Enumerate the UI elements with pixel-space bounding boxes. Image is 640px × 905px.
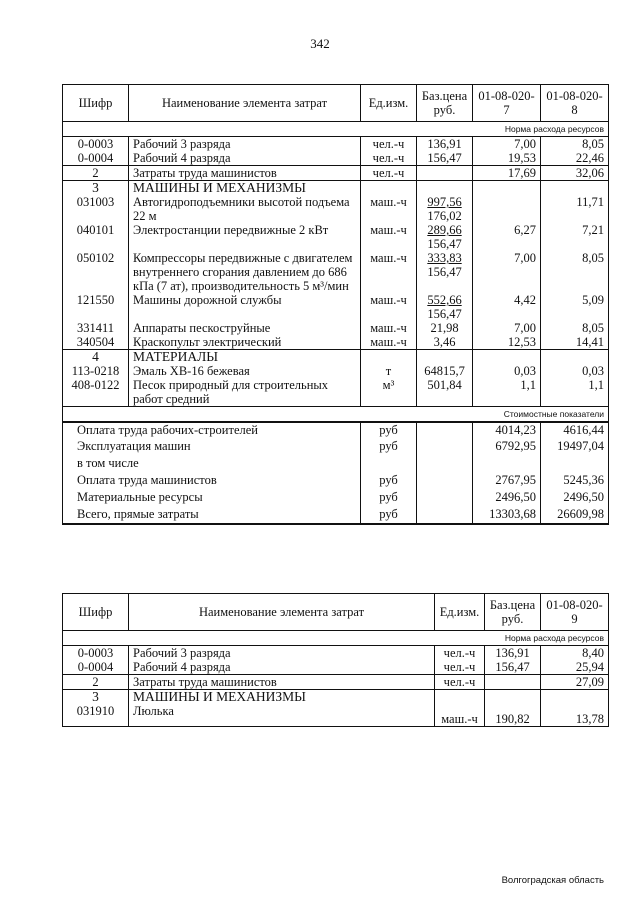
summary-value-col1: 4014,23: [473, 422, 541, 439]
row-price: [417, 151, 473, 166]
footer-region: Волгоградская область: [501, 875, 604, 886]
resource-table-2: [62, 593, 609, 727]
row-value-col1: 4,42: [473, 293, 541, 321]
row-value-col1: 7,00: [473, 137, 541, 152]
table-row: [63, 293, 609, 321]
row-value-col1: [473, 195, 541, 223]
empty-cell: [417, 473, 473, 490]
row-code: 031910: [63, 704, 129, 726]
row-value-col1: 12,53: [473, 335, 541, 350]
header-name: Наименование элемента затрат: [129, 85, 361, 122]
row-code: 050102: [63, 251, 129, 293]
empty-cell: [417, 350, 473, 365]
row-price: [417, 378, 473, 407]
row-name: Электростанции передвижные 2 кВт: [129, 223, 361, 251]
price-value: 552,66: [427, 293, 462, 307]
row-code: 0-0003: [63, 137, 129, 152]
row-value-col2: 14,41: [541, 335, 609, 350]
row-price: [417, 223, 473, 251]
header-price: Баз.цена руб.: [417, 85, 473, 122]
header-code: Шифр: [63, 594, 129, 631]
empty-cell: [417, 490, 473, 507]
row-price: [417, 166, 473, 181]
row-value-col2: 8,05: [541, 251, 609, 293]
price-value: 21,98: [430, 321, 459, 335]
row-code: 040101: [63, 223, 129, 251]
row-unit: маш.-ч: [361, 321, 417, 335]
price-value: 64815,7: [424, 364, 465, 378]
row-price: [417, 335, 473, 350]
row-price: 190,82: [485, 704, 541, 726]
header-unit: Ед.изм.: [361, 85, 417, 122]
summary-name: Эксплуатация машин: [63, 439, 361, 456]
row-code: 2: [63, 675, 129, 690]
summary-name: Всего, прямые затраты: [63, 507, 361, 524]
row-code: 3: [63, 690, 129, 705]
row-name: Компрессоры передвижные с двигателем внутреннего сгорания давлением до 686 кПа (7 ат), производительность 5 м³/мин: [129, 251, 361, 293]
empty-cell: [361, 350, 417, 365]
empty-cell: [485, 690, 541, 705]
row-code: 3: [63, 181, 129, 196]
row-code: 340504: [63, 335, 129, 350]
row-name: Автогидроподъемники высотой подъема 22 м: [129, 195, 361, 223]
summary-value-col1: 13303,68: [473, 507, 541, 524]
row-value-col1: 19,53: [473, 151, 541, 166]
norm-label: Норма расхода ресурсов: [63, 122, 609, 137]
summary-name: Оплата труда рабочих-строителей: [63, 422, 361, 439]
row-code: 4: [63, 350, 129, 365]
page-number: 342: [310, 36, 330, 51]
row-name: Рабочий 4 разряда: [129, 151, 361, 166]
summary-row: [63, 422, 609, 439]
price-sub-value: 156,47: [427, 237, 462, 251]
summary-unit: руб: [361, 490, 417, 507]
row-value-col2: 0,03: [541, 364, 609, 378]
empty-cell: [473, 181, 541, 196]
row-value-col2: 1,1: [541, 378, 609, 407]
summary-row: [63, 456, 609, 473]
row-name: Рабочий 3 разряда: [129, 137, 361, 152]
header-name: Наименование элемента затрат: [129, 594, 435, 631]
empty-cell: [541, 690, 609, 705]
row-unit: маш.-ч: [361, 195, 417, 223]
row-code: 0-0004: [63, 660, 129, 675]
price-value: 997,56: [427, 195, 462, 209]
row-code: 2: [63, 166, 129, 181]
row-value-col2: 11,71: [541, 195, 609, 223]
row-unit: чел.-ч: [361, 151, 417, 166]
table-row: [63, 704, 609, 726]
row-value-col1: 7,00: [473, 251, 541, 293]
row-price: 136,91: [485, 646, 541, 661]
table-row: [63, 195, 609, 223]
row-price: [417, 195, 473, 223]
empty-cell: [417, 507, 473, 524]
table-row: [63, 660, 609, 675]
row-value-col1: 27,09: [541, 675, 609, 690]
summary-name: Оплата труда машинистов: [63, 473, 361, 490]
summary-name: в том числе: [63, 456, 361, 473]
row-value-col2: 8,05: [541, 137, 609, 152]
summary-value-col1: 6792,95: [473, 439, 541, 456]
row-name: Рабочий 4 разряда: [129, 660, 435, 675]
row-unit: маш.-ч: [435, 704, 485, 726]
section-title: МАШИНЫ И МЕХАНИЗМЫ: [129, 690, 435, 705]
row-code: 113-0218: [63, 364, 129, 378]
summary-unit: руб: [361, 473, 417, 490]
empty-cell: [473, 350, 541, 365]
section-row: [63, 181, 609, 196]
row-price: [485, 675, 541, 690]
summary-value-col2: 4616,44: [541, 422, 609, 439]
row-value-col1: 8,40: [541, 646, 609, 661]
row-value-col1: 7,00: [473, 321, 541, 335]
table-row: [63, 646, 609, 661]
summary-value-col2: [541, 456, 609, 473]
row-code: 0-0003: [63, 646, 129, 661]
table-row: [63, 223, 609, 251]
table-row: [63, 321, 609, 335]
row-unit: т: [361, 364, 417, 378]
resource-table-1: [62, 84, 609, 525]
summary-value-col2: 26609,98: [541, 507, 609, 524]
header-price: Баз.цена руб.: [485, 594, 541, 631]
price-value: 333,83: [427, 251, 462, 265]
row-name: Машины дорожной службы: [129, 293, 361, 321]
header-col2: 01-08-020-8: [541, 85, 609, 122]
row-unit: маш.-ч: [361, 293, 417, 321]
cost-label-row: [63, 407, 609, 423]
empty-cell: [417, 422, 473, 439]
summary-unit: руб: [361, 507, 417, 524]
empty-cell: [361, 181, 417, 196]
norm-label: Норма расхода ресурсов: [63, 631, 609, 646]
summary-unit: [361, 456, 417, 473]
row-value-col2: 22,46: [541, 151, 609, 166]
empty-cell: [417, 439, 473, 456]
row-unit: маш.-ч: [361, 335, 417, 350]
row-value-col1: 13,78: [541, 704, 609, 726]
row-code: 031003: [63, 195, 129, 223]
price-sub-value: 176,02: [427, 209, 462, 223]
empty-cell: [417, 456, 473, 473]
price-value: 501,84: [427, 378, 462, 392]
row-name: Затраты труда машинистов: [129, 675, 435, 690]
row-value-col2: 32,06: [541, 166, 609, 181]
row-value-col1: 0,03: [473, 364, 541, 378]
header-unit: Ед.изм.: [435, 594, 485, 631]
row-unit: чел.-ч: [435, 675, 485, 690]
row-unit: чел.-ч: [361, 166, 417, 181]
row-price: 156,47: [485, 660, 541, 675]
summary-value-col2: 19497,04: [541, 439, 609, 456]
row-price: [417, 251, 473, 293]
section-title: МАТЕРИАЛЫ: [129, 350, 361, 365]
table-row: [63, 251, 609, 293]
row-value-col1: 25,94: [541, 660, 609, 675]
row-price: [417, 137, 473, 152]
price-value: 136,91: [427, 137, 462, 151]
cost-label: Стоимостные показатели: [63, 407, 609, 423]
summary-row: [63, 490, 609, 507]
summary-row: [63, 439, 609, 456]
row-unit: маш.-ч: [361, 251, 417, 293]
row-unit: маш.-ч: [361, 223, 417, 251]
table-row: [63, 137, 609, 152]
table-row: [63, 335, 609, 350]
summary-unit: руб: [361, 439, 417, 456]
price-sub-value: 156,47: [427, 307, 462, 321]
summary-value-col2: 2496,50: [541, 490, 609, 507]
row-name: Затраты труда машинистов: [129, 166, 361, 181]
header-code: Шифр: [63, 85, 129, 122]
section-row: [63, 690, 609, 705]
table-row: [63, 378, 609, 407]
price-sub-value: 156,47: [427, 265, 462, 279]
row-unit: чел.-ч: [435, 660, 485, 675]
row-price: [417, 293, 473, 321]
empty-cell: [541, 181, 609, 196]
price-value: 289,66: [427, 223, 462, 237]
row-price: [417, 364, 473, 378]
row-name: Аппараты пескоструйные: [129, 321, 361, 335]
empty-cell: [541, 350, 609, 365]
section-title: МАШИНЫ И МЕХАНИЗМЫ: [129, 181, 361, 196]
row-name: Краскопульт электрический: [129, 335, 361, 350]
price-value: 156,47: [427, 151, 462, 165]
summary-value-col1: 2496,50: [473, 490, 541, 507]
row-name: Эмаль ХВ-16 бежевая: [129, 364, 361, 378]
row-name: Люлька: [129, 704, 435, 726]
row-value-col2: 5,09: [541, 293, 609, 321]
table-row: [63, 364, 609, 378]
row-name: Песок природный для строительных работ средний: [129, 378, 361, 407]
table-row: [63, 151, 609, 166]
summary-value-col2: 5245,36: [541, 473, 609, 490]
summary-name: Материальные ресурсы: [63, 490, 361, 507]
row-price: [417, 321, 473, 335]
empty-cell: [417, 181, 473, 196]
summary-value-col1: [473, 456, 541, 473]
row-code: 331411: [63, 321, 129, 335]
empty-cell: [435, 690, 485, 705]
row-name: Рабочий 3 разряда: [129, 646, 435, 661]
row-unit: м³: [361, 378, 417, 407]
row-value-col2: 7,21: [541, 223, 609, 251]
summary-row: [63, 473, 609, 490]
row-value-col1: 17,69: [473, 166, 541, 181]
row-unit: чел.-ч: [435, 646, 485, 661]
header-col1: 01-08-020-9: [541, 594, 609, 631]
header-col1: 01-08-020-7: [473, 85, 541, 122]
table-row: [63, 166, 609, 181]
row-value-col1: 6,27: [473, 223, 541, 251]
row-unit: чел.-ч: [361, 137, 417, 152]
summary-unit: руб: [361, 422, 417, 439]
price-value: 3,46: [433, 335, 456, 349]
row-code: 408-0122: [63, 378, 129, 407]
row-code: 121550: [63, 293, 129, 321]
summary-row: [63, 507, 609, 524]
row-value-col2: 8,05: [541, 321, 609, 335]
summary-value-col1: 2767,95: [473, 473, 541, 490]
table-row: [63, 675, 609, 690]
row-code: 0-0004: [63, 151, 129, 166]
row-value-col1: 1,1: [473, 378, 541, 407]
section-row: [63, 350, 609, 365]
